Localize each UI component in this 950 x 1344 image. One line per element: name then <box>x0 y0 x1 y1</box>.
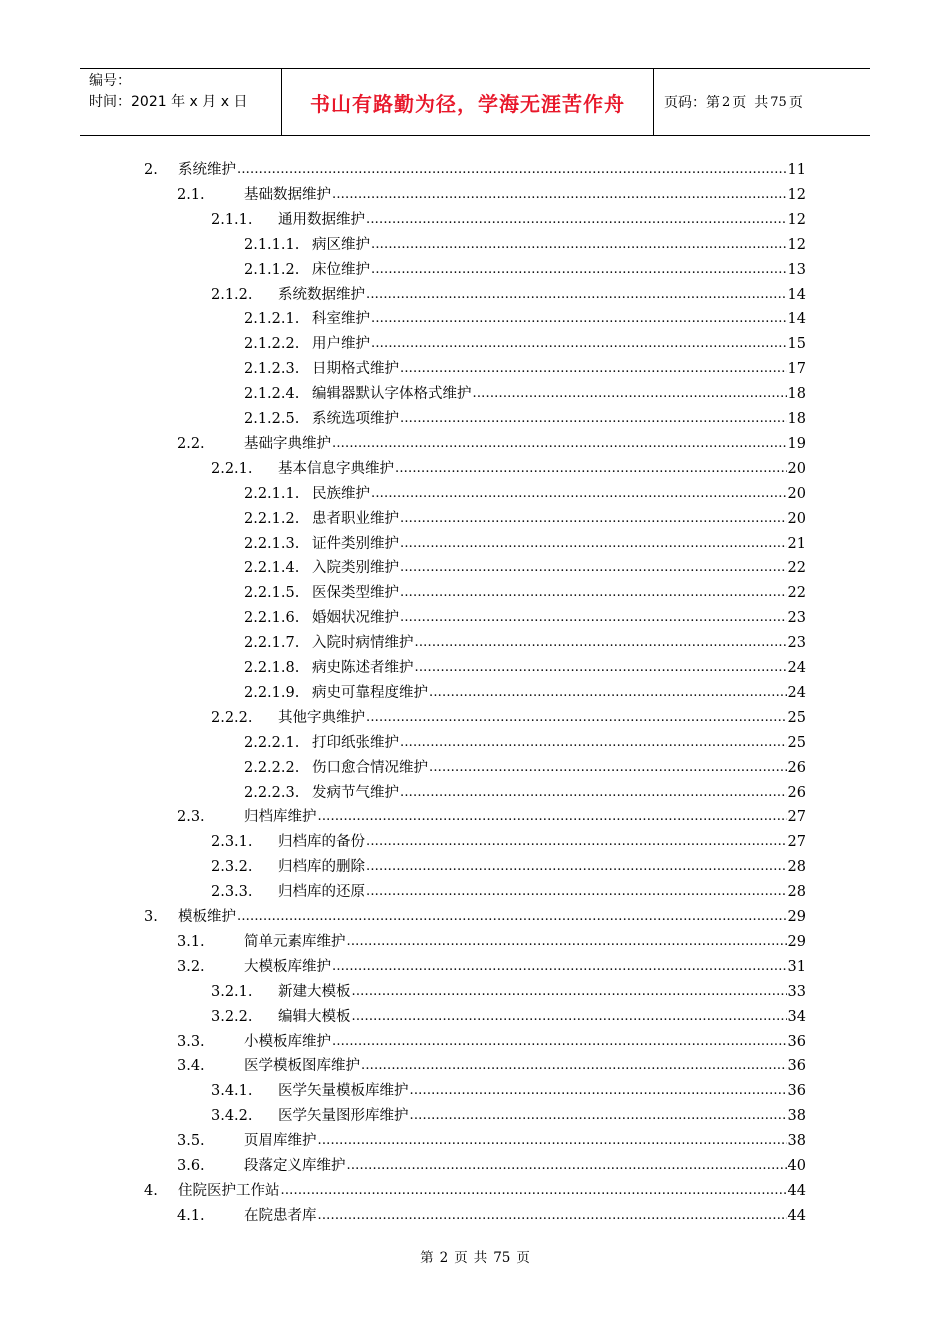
toc-entry[interactable] <box>0 756 950 781</box>
toc-entry-body <box>312 731 806 756</box>
toc-entry-number: 2.1.1.1. <box>244 236 300 253</box>
toc-entry-number: 3.2.2. <box>211 1008 253 1025</box>
toc-entry-number: 2.2.1.9. <box>244 684 300 701</box>
toc-entry-body <box>312 781 806 806</box>
toc-leader-dots <box>366 880 787 905</box>
toc-leader-dots <box>410 1104 787 1129</box>
toc-entry-title: 入院时病情维护 <box>312 635 414 652</box>
page-current: 2 <box>722 94 731 110</box>
toc-entry-body <box>178 1179 806 1204</box>
toc-entry-title: 用户维护 <box>312 336 370 353</box>
toc-entry-title: 住院医护工作站 <box>178 1182 280 1199</box>
toc-entry-body <box>312 532 806 557</box>
toc-entry-page: 24 <box>787 684 806 701</box>
toc-entry-title: 系统选项维护 <box>312 411 399 427</box>
toc-entry[interactable] <box>0 407 950 432</box>
toc-leader-dots <box>318 1129 787 1154</box>
toc-entry-page: 14 <box>787 311 806 328</box>
toc-entry-body <box>312 482 806 507</box>
toc-entry-title: 床位维护 <box>312 261 370 278</box>
toc-entry-body <box>312 556 806 581</box>
toc-leader-dots <box>352 980 787 1005</box>
toc-entry-body <box>312 606 806 631</box>
toc-entry-body <box>312 357 806 382</box>
toc-entry-body <box>244 1204 806 1229</box>
time-month-unit: 月 <box>202 94 217 110</box>
toc-entry-number: 2.1.1. <box>211 211 253 228</box>
toc-entry-number: 2.2.1.8. <box>244 660 300 676</box>
time-day: x <box>220 94 230 110</box>
toc-entry-body <box>312 258 806 283</box>
toc-entry-title: 其他字典维护 <box>278 709 365 726</box>
toc-entry-number: 2.2.2.2. <box>244 759 300 776</box>
toc-entry-title: 民族维护 <box>312 485 370 502</box>
toc-leader-dots <box>361 1054 787 1079</box>
toc-entry-title: 病史可靠程度维护 <box>312 684 428 701</box>
toc-entry-title: 基本信息字典维护 <box>278 460 394 477</box>
toc-leader-dots <box>400 357 787 382</box>
toc-entry-body <box>312 631 806 656</box>
toc-entry-title: 打印纸张维护 <box>312 734 399 751</box>
toc-entry[interactable] <box>0 1129 950 1154</box>
toc-leader-dots <box>347 930 787 955</box>
toc-entry-number: 2.3.3. <box>211 884 253 901</box>
toc-entry-title: 页眉库维护 <box>244 1133 317 1150</box>
toc-entry-page: 29 <box>787 933 806 950</box>
toc-leader-dots <box>332 955 787 980</box>
toc-entry-title: 新建大模板 <box>278 983 351 1000</box>
toc-entry-page: 38 <box>787 1133 806 1150</box>
toc-entry-body <box>244 805 806 830</box>
toc-leader-dots <box>400 606 787 631</box>
toc-entry-body <box>278 1079 806 1104</box>
toc-entry-page: 21 <box>787 535 806 552</box>
toc-entry[interactable] <box>0 1079 950 1104</box>
toc-entry[interactable] <box>0 233 950 258</box>
toc-entry-number: 2.3. <box>177 809 205 826</box>
toc-entry-number: 3. <box>144 909 158 925</box>
toc-entry-title: 简单元素库维护 <box>244 933 346 950</box>
code-label: 编号： <box>89 73 131 89</box>
toc-entry[interactable] <box>0 158 950 183</box>
toc-entry-page: 23 <box>787 610 806 627</box>
toc-entry-number: 2.1.2.5. <box>244 411 300 427</box>
toc-leader-dots <box>400 507 787 532</box>
toc-entry-page: 24 <box>787 660 806 676</box>
toc-entry-number: 3.2. <box>177 958 205 975</box>
toc-entry-number: 3.3. <box>177 1033 205 1050</box>
toc-entry-page: 19 <box>787 435 806 452</box>
toc-leader-dots <box>410 1079 787 1104</box>
toc-entry-page: 36 <box>787 1083 806 1100</box>
header-meta-cell <box>80 69 282 135</box>
toc-entry-number: 2.2.1. <box>211 460 253 477</box>
toc-leader-dots <box>429 681 787 706</box>
toc-entry[interactable] <box>0 482 950 507</box>
toc-leader-dots <box>366 855 787 880</box>
toc-entry-body <box>312 332 806 357</box>
toc-leader-dots <box>366 208 787 233</box>
toc-leader-dots <box>352 1005 787 1030</box>
toc-entry-body <box>244 1054 806 1079</box>
toc-entry-number: 3.2.1. <box>211 983 253 1000</box>
toc-leader-dots <box>371 307 787 332</box>
toc-entry-title: 通用数据维护 <box>278 211 365 228</box>
toc-entry[interactable] <box>0 457 950 482</box>
toc-entry-number: 2.3.1. <box>211 834 253 851</box>
toc-entry-body <box>312 382 806 407</box>
document-header <box>80 68 870 136</box>
toc-entry-body <box>278 980 806 1005</box>
toc-entry[interactable] <box>0 532 950 557</box>
toc-leader-dots <box>371 482 787 507</box>
toc-entry-body <box>312 233 806 258</box>
toc-entry-number: 2.2. <box>177 435 205 452</box>
toc-entry-page: 22 <box>787 585 806 602</box>
toc-entry-title: 病区维护 <box>312 236 370 253</box>
toc-entry[interactable] <box>0 258 950 283</box>
toc-entry-body <box>278 457 806 482</box>
footer-total: 75 <box>493 1250 511 1266</box>
toc-entry-body <box>312 681 806 706</box>
toc-entry-page: 18 <box>787 411 806 427</box>
toc-entry-page: 13 <box>787 261 806 278</box>
toc-entry[interactable] <box>0 357 950 382</box>
toc-entry-title: 日期格式维护 <box>312 361 399 378</box>
toc-entry[interactable] <box>0 1030 950 1055</box>
toc-entry[interactable] <box>0 382 950 407</box>
toc-entry-body <box>178 158 806 183</box>
toc-entry-page: 36 <box>787 1058 806 1075</box>
toc-entry[interactable] <box>0 905 950 930</box>
toc-entry-page: 27 <box>787 809 806 826</box>
toc-entry-number: 2.2.1.3. <box>244 535 300 552</box>
toc-entry-number: 4. <box>144 1182 158 1199</box>
toc-entry-number: 2. <box>144 162 158 178</box>
toc-entry-number: 2.2.2. <box>211 709 253 726</box>
toc-leader-dots <box>366 283 787 308</box>
toc-entry-title: 医学矢量模板库维护 <box>278 1083 409 1100</box>
toc-entry-title: 归档库维护 <box>244 809 317 826</box>
toc-entry-title: 入院类别维护 <box>312 560 399 577</box>
header-page-cell <box>654 69 870 135</box>
toc-entry[interactable] <box>0 1005 950 1030</box>
toc-entry-number: 2.2.1.4. <box>244 560 300 577</box>
toc-entry[interactable] <box>0 432 950 457</box>
toc-entry-page: 44 <box>787 1207 806 1224</box>
toc-leader-dots <box>318 805 787 830</box>
toc-entry-page: 34 <box>787 1008 806 1025</box>
toc-entry[interactable] <box>0 706 950 731</box>
footer-unit: 页 <box>454 1250 468 1266</box>
toc-entry-body <box>244 1154 806 1179</box>
footer-total-prefix: 共 <box>473 1250 488 1266</box>
toc-leader-dots <box>400 781 787 806</box>
toc-entry-body <box>244 1030 806 1055</box>
time-year-unit: 年 <box>171 94 186 110</box>
toc-entry-number: 2.1.2.2. <box>244 336 300 353</box>
toc-leader-dots <box>281 1179 787 1204</box>
toc-entry[interactable] <box>0 631 950 656</box>
toc-entry-title: 小模板库维护 <box>244 1033 331 1050</box>
toc-entry-body <box>244 955 806 980</box>
toc-entry-number: 2.1.2.1. <box>244 311 300 328</box>
toc-entry-title: 伤口愈合情况维护 <box>312 759 428 776</box>
toc-leader-dots <box>318 1204 787 1229</box>
page-unit: 页 <box>732 95 747 111</box>
toc-entry-body <box>278 208 806 233</box>
toc-leader-dots <box>371 233 787 258</box>
toc-entry-number: 2.1.2. <box>211 286 253 303</box>
toc-entry-title: 患者职业维护 <box>312 510 399 527</box>
toc-entry-title: 归档库的删除 <box>278 859 365 876</box>
toc-leader-dots <box>347 1154 787 1179</box>
toc-entry-number: 2.2.1.6. <box>244 610 300 627</box>
toc-entry-number: 2.3.2. <box>211 859 253 876</box>
toc-entry[interactable] <box>0 183 950 208</box>
toc-leader-dots <box>415 656 787 681</box>
toc-entry[interactable] <box>0 980 950 1005</box>
toc-leader-dots <box>371 332 787 357</box>
toc-leader-dots <box>237 905 787 930</box>
toc-leader-dots <box>400 556 787 581</box>
toc-entry-page: 12 <box>787 211 806 228</box>
toc-entry[interactable] <box>0 556 950 581</box>
toc-entry-page: 20 <box>787 485 806 502</box>
footer-prefix: 第 <box>420 1250 434 1266</box>
toc-entry-body <box>312 507 806 532</box>
toc-entry[interactable] <box>0 1179 950 1204</box>
toc-entry-page: 44 <box>787 1182 806 1199</box>
toc-entry[interactable] <box>0 930 950 955</box>
toc-entry-body <box>244 183 806 208</box>
toc-entry[interactable] <box>0 955 950 980</box>
toc-leader-dots <box>400 731 787 756</box>
toc-entry[interactable] <box>0 781 950 806</box>
toc-entry-title: 模板维护 <box>178 909 236 925</box>
toc-entry[interactable] <box>0 332 950 357</box>
toc-entry-page: 17 <box>787 361 806 378</box>
toc-entry-page: 28 <box>787 859 806 876</box>
toc-entry-title: 医学模板图库维护 <box>244 1058 360 1075</box>
toc-entry-title: 医保类型维护 <box>312 585 399 602</box>
toc-entry-title: 证件类别维护 <box>312 535 399 552</box>
toc-leader-dots <box>332 1030 787 1055</box>
toc-entry[interactable] <box>0 805 950 830</box>
page-total-prefix: 共 <box>754 95 769 111</box>
toc-entry-page: 40 <box>787 1158 806 1174</box>
toc-leader-dots <box>366 706 787 731</box>
toc-leader-dots <box>371 258 787 283</box>
toc-leader-dots <box>473 382 787 407</box>
toc-entry-title: 科室维护 <box>312 311 370 328</box>
toc-entry[interactable] <box>0 681 950 706</box>
toc-entry-number: 3.1. <box>177 933 205 950</box>
page-prefix: 页码：第 <box>664 95 720 111</box>
toc-entry-title: 发病节气维护 <box>312 784 399 801</box>
toc-entry-page: 15 <box>787 336 806 353</box>
toc-leader-dots <box>237 158 787 183</box>
toc-entry[interactable] <box>0 1104 950 1129</box>
toc-entry-title: 编辑器默认字体格式维护 <box>312 386 472 403</box>
toc-entry-body <box>312 307 806 332</box>
toc-entry-page: 12 <box>787 236 806 253</box>
toc-entry-page: 14 <box>787 286 806 303</box>
page-total-unit: 页 <box>788 95 803 111</box>
toc-entry-title: 基础数据维护 <box>244 186 331 203</box>
toc-entry-title: 病史陈述者维护 <box>312 660 414 676</box>
toc-entry-page: 20 <box>787 510 806 527</box>
toc-entry-number: 3.4.2. <box>211 1108 253 1125</box>
toc-entry-title: 大模板库维护 <box>244 958 331 975</box>
time-line <box>89 92 281 113</box>
toc-leader-dots <box>366 830 787 855</box>
toc-entry[interactable] <box>0 656 950 681</box>
toc-entry[interactable] <box>0 507 950 532</box>
toc-entry-page: 12 <box>787 186 806 203</box>
toc-leader-dots <box>400 532 787 557</box>
footer-total-unit: 页 <box>516 1250 530 1266</box>
page-footer <box>0 1246 950 1266</box>
toc-entry-page: 36 <box>787 1033 806 1050</box>
toc-entry-page: 23 <box>787 635 806 652</box>
toc-entry-body <box>278 1005 806 1030</box>
toc-entry-body <box>244 930 806 955</box>
toc-entry-page: 25 <box>787 734 806 751</box>
toc-leader-dots <box>429 756 787 781</box>
toc-entry-page: 29 <box>787 909 806 925</box>
toc-entry-body <box>278 1104 806 1129</box>
toc-entry-number: 2.2.1.7. <box>244 635 300 652</box>
toc-entry-page: 38 <box>787 1108 806 1125</box>
toc-entry[interactable] <box>0 307 950 332</box>
toc-entry-page: 18 <box>787 386 806 403</box>
footer-current: 2 <box>439 1250 449 1266</box>
toc-entry-number: 3.4. <box>177 1058 205 1075</box>
toc-entry-page: 27 <box>787 834 806 851</box>
toc-entry-body <box>244 432 806 457</box>
toc-entry[interactable] <box>0 1054 950 1079</box>
toc-entry-body <box>244 1129 806 1154</box>
toc-entry-body <box>312 581 806 606</box>
toc-entry-page: 22 <box>787 560 806 577</box>
toc-entry-title: 在院患者库 <box>244 1207 317 1224</box>
toc-entry-number: 2.1. <box>177 186 205 203</box>
time-label: 时间： <box>89 94 131 110</box>
toc-entry-number: 4.1. <box>177 1207 205 1224</box>
toc-leader-dots <box>332 183 787 208</box>
toc-entry-title: 编辑大模板 <box>278 1008 351 1025</box>
motto-text: 书山有路勤为径，学海无涯苦作舟 <box>310 91 625 116</box>
toc-entry-body <box>178 905 806 930</box>
toc-entry[interactable] <box>0 1204 950 1229</box>
page-total: 75 <box>770 94 787 110</box>
toc-entry-number: 2.1.1.2. <box>244 261 300 278</box>
toc-entry-number: 3.4.1. <box>211 1083 253 1100</box>
toc-entry[interactable] <box>0 830 950 855</box>
toc-entry-page: 11 <box>787 162 806 178</box>
toc-entry-body <box>312 656 806 681</box>
toc-entry-body <box>312 407 806 432</box>
toc-entry-title: 医学矢量图形库维护 <box>278 1108 409 1125</box>
toc-entry-body <box>278 706 806 731</box>
toc-entry[interactable] <box>0 606 950 631</box>
toc-entry[interactable] <box>0 283 950 308</box>
toc-leader-dots <box>400 407 787 432</box>
toc-entry-number: 2.2.1.2. <box>244 510 300 527</box>
toc-entry[interactable] <box>0 855 950 880</box>
toc-entry-title: 系统数据维护 <box>278 286 365 303</box>
toc-entry-number: 2.1.2.4. <box>244 386 300 403</box>
toc-leader-dots <box>400 581 787 606</box>
toc-entry[interactable] <box>0 880 950 905</box>
toc-entry-page: 28 <box>787 884 806 901</box>
toc-entry-page: 33 <box>787 983 806 1000</box>
toc-entry-number: 3.6. <box>177 1158 205 1174</box>
toc-leader-dots <box>332 432 787 457</box>
toc-entry-number: 2.2.2.3. <box>244 784 300 801</box>
toc-entry-title: 系统维护 <box>178 162 236 178</box>
toc-entry-title: 婚姻状况维护 <box>312 610 399 627</box>
toc-entry[interactable] <box>0 208 950 233</box>
toc-entry-title: 归档库的还原 <box>278 884 365 901</box>
toc-entry-page: 25 <box>787 709 806 726</box>
time-day-unit: 日 <box>233 94 248 110</box>
toc-entry-body <box>312 756 806 781</box>
toc-entry-number: 3.5. <box>177 1133 205 1150</box>
toc-leader-dots <box>415 631 787 656</box>
time-year: 2021 <box>131 94 167 110</box>
toc-entry-page: 26 <box>787 759 806 776</box>
toc-entry-page: 20 <box>787 460 806 477</box>
toc-entry-body <box>278 830 806 855</box>
time-month: x <box>189 94 198 110</box>
toc-entry-title: 段落定义库维护 <box>244 1158 346 1174</box>
toc-entry-number: 2.2.2.1. <box>244 734 300 751</box>
toc-entry-body <box>278 283 806 308</box>
toc-leader-dots <box>395 457 787 482</box>
toc-entry-body <box>278 880 806 905</box>
toc-entry[interactable] <box>0 1154 950 1179</box>
toc-entry-page: 26 <box>787 784 806 801</box>
toc-entry-page: 31 <box>787 958 806 975</box>
toc-entry-number: 2.2.1.5. <box>244 585 300 602</box>
toc-entry-number: 2.1.2.3. <box>244 361 300 378</box>
toc-entry-number: 2.2.1.1. <box>244 485 300 502</box>
motto-cell <box>282 69 654 135</box>
toc-entry[interactable] <box>0 731 950 756</box>
toc-entry-title: 基础字典维护 <box>244 435 331 452</box>
toc-entry-title: 归档库的备份 <box>278 834 365 851</box>
toc-entry-body <box>278 855 806 880</box>
toc-entry[interactable] <box>0 581 950 606</box>
